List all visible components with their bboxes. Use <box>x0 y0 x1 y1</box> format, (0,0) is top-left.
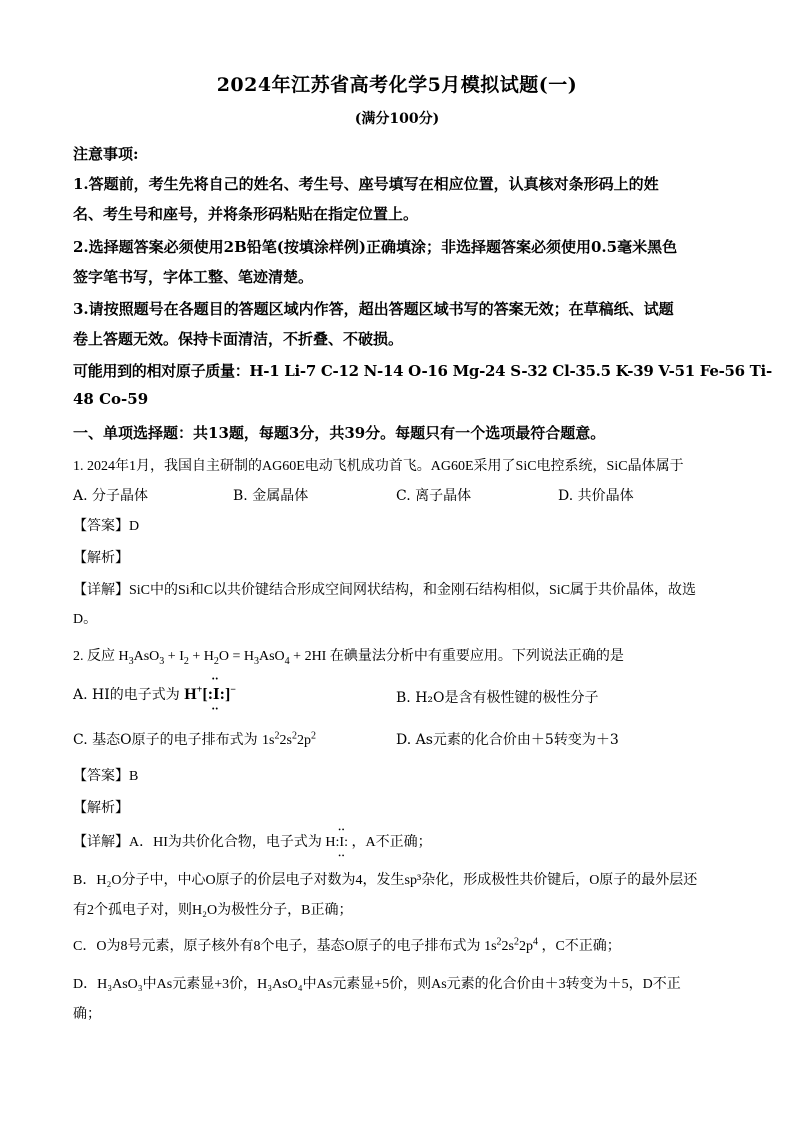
notice-line-3a: 3.请按照题号在各题目的答题区域内作答，超出答题区域书写的答案无效；在草稿纸、试题 <box>73 300 674 318</box>
question-2-detail-c-prefix: C．O为8号元素，原子核外有8个电子，基态O原子的电子排布式为 <box>73 939 481 954</box>
o-config-1s2-2s2-2p4: $1s^22s^22p^4$ <box>484 936 538 954</box>
question-2-detail-d-line1: D．H₃AsO₃中As元素显+3价，H₃AsO₄中As元素显+5价，则As元素的化合价由＋3转变为＋5，D不正 <box>73 977 681 992</box>
question-2-option-a-text: A. HI的电子式为 <box>73 687 180 703</box>
question-2-stem-suffix: 在碘量法分析中有重要应用。下列说法正确的是 <box>329 649 624 664</box>
question-2-detail-b-line2: 有2个孤电子对，则H₂O为极性分子，B正确； <box>73 903 353 918</box>
question-2-option-a <box>73 684 236 704</box>
question-1-detail-b: D。 <box>73 612 98 627</box>
question-1-analysis: 【解析】 <box>73 551 129 566</box>
question-2-detail-a <box>73 831 432 851</box>
question-2-analysis: 【解析】 <box>73 801 129 816</box>
question-1-option-b: B. 金属晶体 <box>233 488 309 504</box>
hi-ionic-formula: H+[:•• I ••:]− <box>184 686 236 703</box>
notice-line-2a: 2.选择题答案必须使用2B铅笔(按填涂样例)正确填涂；非选择题答案必须使用0.5毫米黑色 <box>73 238 678 256</box>
page-title: 2024年江苏省高考化学5月模拟试题(一) <box>216 74 578 96</box>
question-2-answer: 【答案】B <box>73 769 139 784</box>
question-1-stem: 1. 2024年1月，我国自主研制的AG60E电动飞机成功首飞。AG60E采用了SiC电控系统，SiC晶体属于 <box>73 459 684 474</box>
reaction-equation: $H_3AsO_3 + I_2 + H_2O = H_3AsO_4 + 2HI$ <box>118 649 327 667</box>
question-2-stem <box>73 645 624 665</box>
question-1-option-c: C. 离子晶体 <box>396 488 472 504</box>
question-2-option-c <box>73 729 316 749</box>
o-config-1s2-2s2-2p2: $1s^22s^22p^2$ <box>262 730 316 748</box>
notice-line-2b: 签字笔书写，字体工整、笔迹清楚。 <box>73 268 314 286</box>
question-2-detail-c-suffix: ，C不正确； <box>541 939 621 954</box>
question-1-option-a: A. 分子晶体 <box>73 488 149 504</box>
page-subtitle: (满分100分) <box>354 111 440 127</box>
question-1-detail-a: 【详解】SiC中的Si和C以共价键结合形成空间网状结构，和金刚石结构相似，SiC属于共价晶体，故选 <box>73 583 697 598</box>
notice-line-1b: 名、考生号和座号，并将条形码粘贴在指定位置上。 <box>73 205 419 223</box>
section-heading: 一、单项选择题：共13题，每题3分，共39分。每题只有一个选项最符合题意。 <box>73 424 606 442</box>
hi-covalent-formula: H:•• I ••: <box>325 835 348 850</box>
notice-line-3b: 卷上答题无效。保持卡面清洁，不折叠、不破损。 <box>73 330 404 348</box>
atomic-mass-line-b: 48 Co-59 <box>73 390 149 408</box>
question-2-detail-a-suffix: ，A不正确； <box>351 835 432 850</box>
question-2-detail-c <box>73 935 621 955</box>
question-1-option-d: D. 共价晶体 <box>558 488 634 504</box>
question-2-detail-a-prefix: 【详解】A．HI为共价化合物，电子式为 <box>73 835 322 850</box>
question-2-option-c-text: C. 基态O原子的电子排布式为 <box>73 732 258 748</box>
question-1-answer: 【答案】D <box>73 519 140 534</box>
notice-line-1a: 1.答题前，考生先将自己的姓名、考生号、座号填写在相应位置，认真核对条形码上的姓 <box>73 175 659 193</box>
question-2-detail-d-line2: 确； <box>73 1007 101 1022</box>
question-2-option-d: D. As元素的化合价由＋5转变为＋3 <box>396 732 619 748</box>
question-2-stem-prefix: 2. 反应 <box>73 649 115 664</box>
question-2-option-b: B. H₂O是含有极性键的极性分子 <box>396 690 599 706</box>
question-2-detail-b-line1: B．H₂O分子中，中心O原子的价层电子对数为4，发生sp³杂化，形成极性共价键后，O原子的最外层还 <box>73 873 698 888</box>
atomic-mass-line-a: 可能用到的相对原子质量：H-1 Li-7 C-12 N-14 O-16 Mg-24 S-32 Cl-35.5 K-39 V-51 Fe-56 Ti- <box>73 362 772 380</box>
notice-heading: 注意事项: <box>73 145 139 163</box>
